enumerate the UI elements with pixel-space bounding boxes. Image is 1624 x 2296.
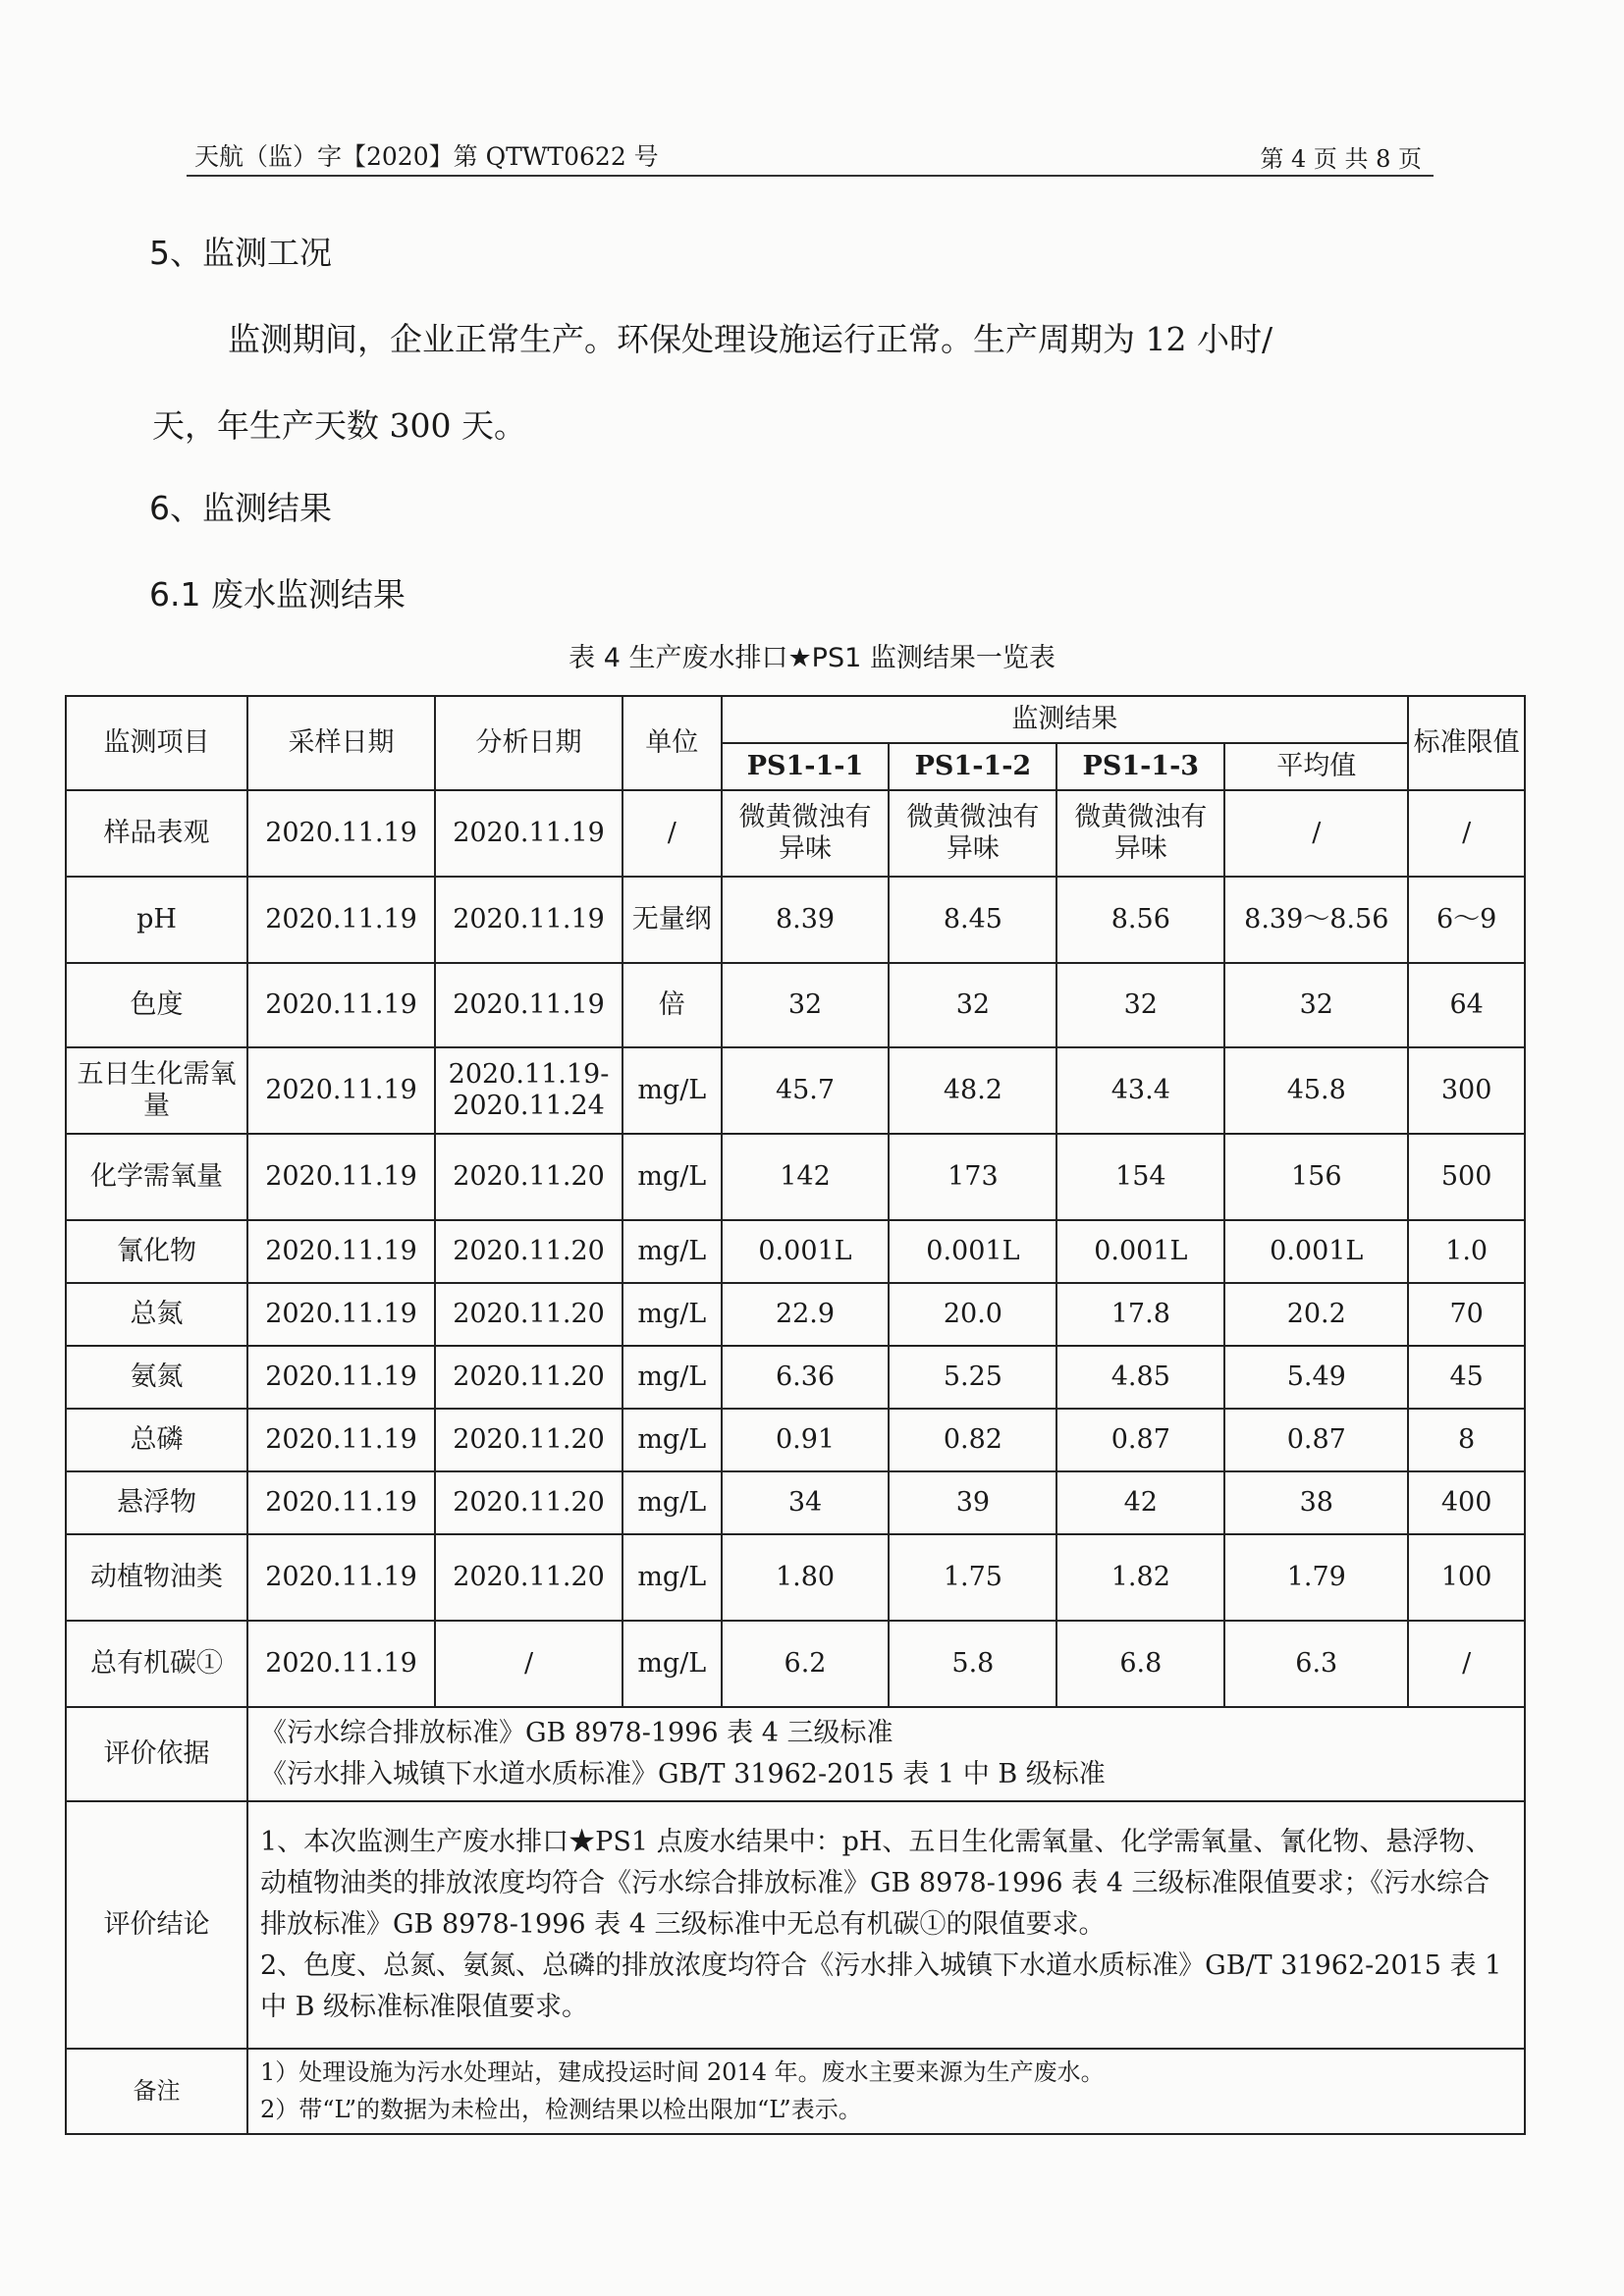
row-ps1-1-1: 45.7	[722, 1047, 890, 1134]
row-standard: /	[1408, 1621, 1525, 1707]
row-ps1-1-2: 32	[889, 963, 1056, 1047]
row-average: 156	[1224, 1134, 1408, 1220]
row-analysis-date: 2020.11.19	[435, 877, 623, 963]
table-row	[66, 1534, 1525, 1621]
row-unit: mg/L	[623, 1047, 722, 1134]
row-analysis-date: 2020.11.19	[435, 790, 623, 877]
row-ps1-1-1: 8.39	[722, 877, 890, 963]
basis-line-1: 《污水综合排放标准》GB 8978-1996 表 4 三级标准	[259, 1718, 893, 1749]
row-sample-date: 2020.11.19	[247, 1283, 435, 1346]
conclusion-paragraph-2: 2、色度、总氮、氨氮、总磷的排放浓度均符合《污水排入城镇下水道水质标准》GB/T 31962-2015 表 1 中 B 级标准标准限值要求。	[259, 1949, 1502, 2022]
section-6-1-title: 6.1 废水监测结果	[149, 575, 406, 614]
row-ps1-1-1: 6.2	[722, 1621, 890, 1707]
row-ps1-1-1: 1.80	[722, 1534, 890, 1621]
basis-line-2: 《污水排入城镇下水道水质标准》GB/T 31962-2015 表 1 中 B 级标准	[259, 1759, 1106, 1789]
row-ps1-1-2: 0.82	[889, 1409, 1056, 1471]
table-row	[66, 1220, 1525, 1283]
row-average: 6.3	[1224, 1621, 1408, 1707]
wastewater-results-table	[65, 695, 1526, 2135]
row-ps1-1-3: 0.001L	[1056, 1220, 1224, 1283]
row-analysis-date: 2020.11.20	[435, 1534, 623, 1621]
row-ps1-1-1: 22.9	[722, 1283, 890, 1346]
row-ps1-1-3: 32	[1056, 963, 1224, 1047]
row-unit: mg/L	[623, 1346, 722, 1409]
row-ps1-1-3: 43.4	[1056, 1047, 1224, 1134]
conclusion-paragraph-1: 1、本次监测生产废水排口★PS1 点废水结果中：pH、五日生化需氧量、化学需氧量、氰化物、悬浮物、动植物油类的排放浓度均符合《污水综合排放标准》GB 8978-1996 表 4 三级标准限值要求；《污水综合排放标准》GB 8978-1996 表 4 三级标准中无总有机碳①的限值要求。	[259, 1827, 1492, 1941]
row-sample-date: 2020.11.19	[247, 1134, 435, 1220]
row-item: 色度	[66, 963, 247, 1047]
row-average: 0.001L	[1224, 1220, 1408, 1283]
row-analysis-date: /	[435, 1621, 623, 1707]
table-row	[66, 790, 1525, 877]
section-5-title: 5、监测工况	[149, 234, 332, 272]
conclusion-label: 评价结论	[66, 1801, 247, 2049]
row-item: 样品表观	[66, 790, 247, 877]
row-standard: /	[1408, 790, 1525, 877]
row-ps1-1-3: 1.82	[1056, 1534, 1224, 1621]
page-header	[187, 133, 1434, 177]
row-sample-date: 2020.11.19	[247, 1409, 435, 1471]
row-ps1-1-2: 微黄微浊有异味	[889, 790, 1056, 877]
row-analysis-date: 2020.11.20	[435, 1220, 623, 1283]
row-ps1-1-1: 微黄微浊有异味	[722, 790, 890, 877]
row-standard: 500	[1408, 1134, 1525, 1220]
header-average: 平均值	[1224, 743, 1408, 790]
row-unit: mg/L	[623, 1471, 722, 1534]
row-analysis-date: 2020.11.20	[435, 1346, 623, 1409]
row-average: 45.8	[1224, 1047, 1408, 1134]
header-unit: 单位	[623, 696, 722, 790]
row-standard: 6～9	[1408, 877, 1525, 963]
row-standard: 45	[1408, 1346, 1525, 1409]
row-sample-date: 2020.11.19	[247, 1346, 435, 1409]
row-item: 五日生化需氧量	[66, 1047, 247, 1134]
row-average: /	[1224, 790, 1408, 877]
row-sample-date: 2020.11.19	[247, 790, 435, 877]
row-unit: 倍	[623, 963, 722, 1047]
header-ps1-1-3: PS1-1-3	[1056, 743, 1224, 790]
row-ps1-1-2: 8.45	[889, 877, 1056, 963]
row-ps1-1-3: 0.87	[1056, 1409, 1224, 1471]
row-analysis-date: 2020.11.20	[435, 1134, 623, 1220]
remark-1: 1）处理设施为污水处理站，建成投运时间 2014 年。废水主要来源为生产废水。	[259, 2058, 1105, 2086]
remarks-label: 备注	[66, 2049, 247, 2134]
row-ps1-1-2: 0.001L	[889, 1220, 1056, 1283]
table-row	[66, 1134, 1525, 1220]
row-unit: mg/L	[623, 1621, 722, 1707]
header-sample-date: 采样日期	[247, 696, 435, 790]
section-5-paragraph-line2: 天，年生产天数 300 天。	[152, 406, 526, 445]
row-item: 悬浮物	[66, 1471, 247, 1534]
page-indicator: 第 4 页 共 8 页	[1260, 145, 1422, 173]
row-ps1-1-3: 42	[1056, 1471, 1224, 1534]
row-ps1-1-3: 6.8	[1056, 1621, 1224, 1707]
row-ps1-1-1: 34	[722, 1471, 890, 1534]
row-ps1-1-1: 32	[722, 963, 890, 1047]
row-ps1-1-3: 微黄微浊有异味	[1056, 790, 1224, 877]
row-ps1-1-2: 173	[889, 1134, 1056, 1220]
row-standard: 1.0	[1408, 1220, 1525, 1283]
row-sample-date: 2020.11.19	[247, 1220, 435, 1283]
row-item: 动植物油类	[66, 1534, 247, 1621]
row-average: 38	[1224, 1471, 1408, 1534]
row-sample-date: 2020.11.19	[247, 1621, 435, 1707]
row-sample-date: 2020.11.19	[247, 1471, 435, 1534]
section-5-paragraph-line1: 监测期间，企业正常生产。环保处理设施运行正常。生产周期为 12 小时/	[228, 320, 1273, 358]
row-standard: 400	[1408, 1471, 1525, 1534]
header-item: 监测项目	[66, 696, 247, 790]
row-standard: 64	[1408, 963, 1525, 1047]
table-row	[66, 877, 1525, 963]
row-ps1-1-3: 154	[1056, 1134, 1224, 1220]
conclusion-content	[247, 1801, 1525, 2049]
row-sample-date: 2020.11.19	[247, 1534, 435, 1621]
row-ps1-1-2: 1.75	[889, 1534, 1056, 1621]
row-ps1-1-2: 5.8	[889, 1621, 1056, 1707]
row-analysis-date: 2020.11.19	[435, 963, 623, 1047]
header-standard: 标准限值	[1408, 696, 1525, 790]
row-average: 0.87	[1224, 1409, 1408, 1471]
header-ps1-1-2: PS1-1-2	[889, 743, 1056, 790]
table-row	[66, 1047, 1525, 1134]
table-row	[66, 1409, 1525, 1471]
row-average: 5.49	[1224, 1346, 1408, 1409]
row-standard: 70	[1408, 1283, 1525, 1346]
row-unit: /	[623, 790, 722, 877]
row-average: 20.2	[1224, 1283, 1408, 1346]
row-analysis-date: 2020.11.19-2020.11.24	[435, 1047, 623, 1134]
row-analysis-date: 2020.11.20	[435, 1471, 623, 1534]
row-ps1-1-1: 0.91	[722, 1409, 890, 1471]
row-ps1-1-3: 4.85	[1056, 1346, 1224, 1409]
row-item: 总有机碳①	[66, 1621, 247, 1707]
table-row	[66, 1283, 1525, 1346]
row-ps1-1-2: 48.2	[889, 1047, 1056, 1134]
row-average: 8.39～8.56	[1224, 877, 1408, 963]
row-unit: mg/L	[623, 1409, 722, 1471]
row-item: 总磷	[66, 1409, 247, 1471]
table-row	[66, 1621, 1525, 1707]
table-row	[66, 1471, 1525, 1534]
basis-label: 评价依据	[66, 1707, 247, 1801]
basis-content	[247, 1707, 1525, 1801]
section-6-title: 6、监测结果	[149, 489, 332, 527]
row-ps1-1-1: 0.001L	[722, 1220, 890, 1283]
row-item: pH	[66, 877, 247, 963]
row-unit: mg/L	[623, 1134, 722, 1220]
row-unit: 无量纲	[623, 877, 722, 963]
row-ps1-1-1: 142	[722, 1134, 890, 1220]
row-unit: mg/L	[623, 1283, 722, 1346]
remarks-content	[247, 2049, 1525, 2134]
row-average: 32	[1224, 963, 1408, 1047]
row-analysis-date: 2020.11.20	[435, 1283, 623, 1346]
row-standard: 300	[1408, 1047, 1525, 1134]
row-ps1-1-3: 17.8	[1056, 1283, 1224, 1346]
report-number: 天航（监）字【2020】第 QTWT0622 号	[194, 142, 659, 171]
header-analysis-date: 分析日期	[435, 696, 623, 790]
row-item: 化学需氧量	[66, 1134, 247, 1220]
remark-2: 2）带“L”的数据为未检出，检测结果以检出限加“L”表示。	[259, 2096, 862, 2124]
table-caption: 表 4 生产废水排口★PS1 监测结果一览表	[568, 643, 1056, 673]
row-item: 氨氮	[66, 1346, 247, 1409]
table-row	[66, 963, 1525, 1047]
row-average: 1.79	[1224, 1534, 1408, 1621]
row-standard: 8	[1408, 1409, 1525, 1471]
row-sample-date: 2020.11.19	[247, 963, 435, 1047]
row-standard: 100	[1408, 1534, 1525, 1621]
row-sample-date: 2020.11.19	[247, 877, 435, 963]
table-row	[66, 1346, 1525, 1409]
row-analysis-date: 2020.11.20	[435, 1409, 623, 1471]
row-ps1-1-3: 8.56	[1056, 877, 1224, 963]
header-results: 监测结果	[722, 696, 1409, 743]
row-sample-date: 2020.11.19	[247, 1047, 435, 1134]
row-unit: mg/L	[623, 1220, 722, 1283]
header-ps1-1-1: PS1-1-1	[722, 743, 890, 790]
row-ps1-1-1: 6.36	[722, 1346, 890, 1409]
row-unit: mg/L	[623, 1534, 722, 1621]
row-item: 总氮	[66, 1283, 247, 1346]
row-ps1-1-2: 20.0	[889, 1283, 1056, 1346]
row-ps1-1-2: 5.25	[889, 1346, 1056, 1409]
row-item: 氰化物	[66, 1220, 247, 1283]
row-ps1-1-2: 39	[889, 1471, 1056, 1534]
